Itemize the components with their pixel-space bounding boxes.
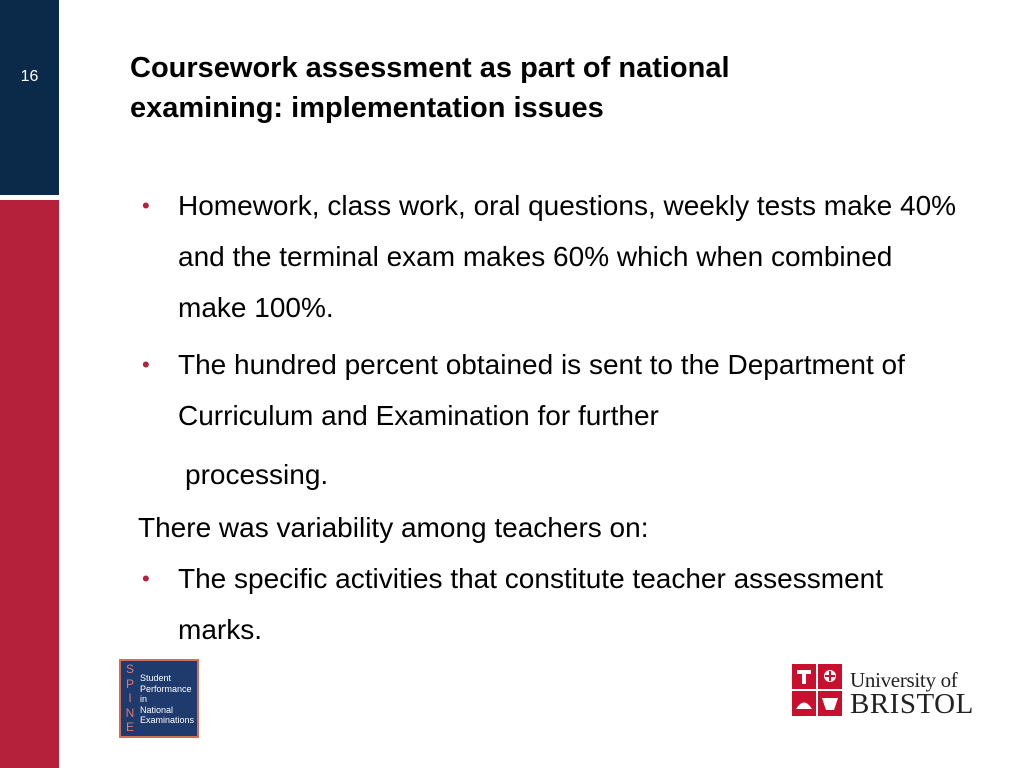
- spine-word: Student: [140, 673, 172, 683]
- bullet-continuation: processing.: [185, 459, 329, 490]
- spine-logo: [119, 659, 199, 738]
- spine-word: Examinations: [140, 715, 195, 725]
- slide-number: 16: [20, 68, 39, 85]
- sidebar-navy-block: [0, 0, 59, 195]
- bristol-text-line-2: BRISTOL: [850, 688, 974, 720]
- bullet-dot-icon: •: [142, 566, 150, 591]
- spine-acronym: [124, 662, 136, 735]
- spine-letter: E: [125, 720, 134, 734]
- title-line-1: Coursework assessment as part of national: [130, 52, 730, 84]
- spine-letter: N: [125, 705, 135, 720]
- spine-word: Performance: [140, 683, 192, 694]
- slide-content: [138, 180, 968, 661]
- bullet-item: [138, 553, 968, 655]
- bullet-item: [138, 180, 968, 333]
- bristol-crest-icon: [792, 664, 842, 716]
- bullet-dot-icon: •: [142, 193, 150, 218]
- bullet-text: Homework, class work, oral questions, weekly tests make 40% and the terminal exam makes 60% which when combined make 100%.: [178, 190, 957, 323]
- bristol-text-line-1: University of: [850, 668, 958, 692]
- bullet-text: The hundred percent obtained is sent to the Department of Curriculum and Examination for further: [178, 349, 905, 431]
- bullet-dot-icon: •: [142, 352, 150, 377]
- spine-words: [140, 673, 194, 726]
- title-line-2: examining: implementation issues: [130, 92, 604, 124]
- spine-word: in: [140, 694, 148, 704]
- spine-word: National: [140, 704, 174, 715]
- bullet-text: The specific activities that constitute teacher assessment marks.: [178, 563, 883, 645]
- spine-letter: I: [128, 691, 132, 705]
- university-of-bristol-logo: [792, 664, 974, 720]
- bullet-item: [138, 339, 968, 441]
- plain-text-line: There was variability among teachers on:: [138, 512, 649, 543]
- spine-letter: S: [125, 662, 134, 676]
- slide-title: [130, 48, 890, 128]
- spine-letter: P: [125, 676, 134, 691]
- sidebar-red-block: [0, 200, 59, 768]
